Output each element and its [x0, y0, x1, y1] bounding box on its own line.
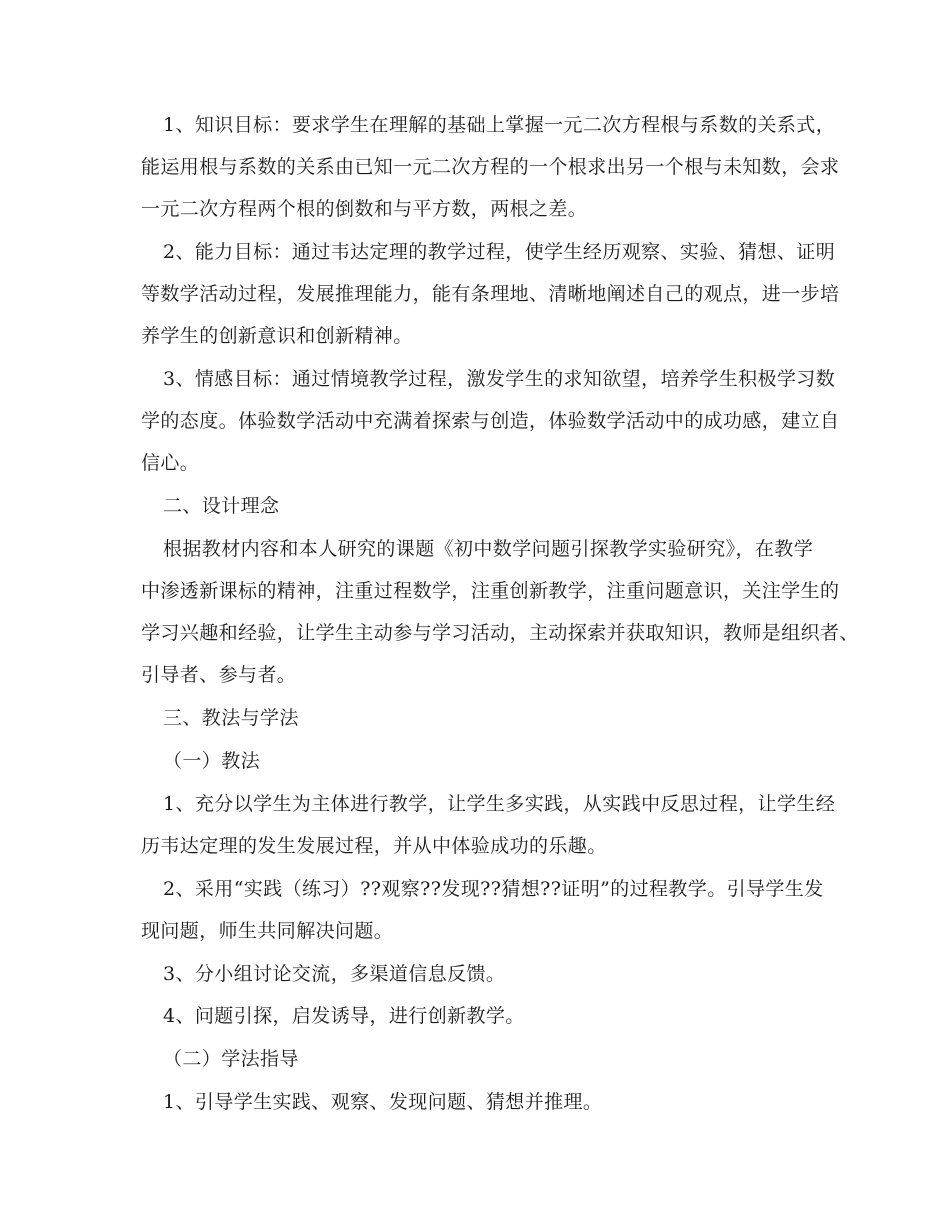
teaching-item-2-line-2: 现问题，师生共同解决问题。: [141, 920, 394, 942]
ability-objective-line-1: 2、能力目标：通过韦达定理的教学过程，使学生经历观察、实验、猜想、证明: [163, 241, 836, 263]
design-paragraph-line-3: 学习兴趣和经验，让学生主动参与学习活动，主动探索并获取知识，教师是组织者、: [141, 622, 859, 644]
teaching-item-4: 4、问题引探，启发诱导，进行创新教学。: [163, 1005, 525, 1027]
emotion-objective-line-2: 学的态度。体验数学活动中充满着探索与创造，体验数学活动中的成功感，建立自: [141, 410, 840, 432]
learning-guidance-heading: （二）学法指导: [163, 1048, 299, 1070]
teaching-item-2-line-1: 2、采用“实践（练习）??观察??发现??猜想??证明”的过程教学。引导学生发: [163, 878, 824, 900]
design-paragraph-line-2: 中渗透新课标的精神，注重过程数学，注重创新教学，注重问题意识，关注学生的: [141, 580, 840, 602]
methods-heading: 三、教法与学法: [163, 707, 299, 729]
emotion-objective-line-3: 信心。: [141, 452, 200, 474]
knowledge-objective-line-1: 1、知识目标：要求学生在理解的基础上掌握一元二次方程根与系数的关系式，: [163, 114, 836, 136]
teaching-item-3: 3、分小组讨论交流，多渠道信息反馈。: [163, 963, 506, 985]
teaching-methods-heading: （一）教法: [163, 750, 261, 772]
design-paragraph-line-4: 引导者、参与者。: [141, 664, 297, 686]
knowledge-objective-line-2: 能运用根与系数的关系由已知一元二次方程的一个根求出另一个根与未知数，会求: [141, 156, 840, 178]
teaching-item-1-line-1: 1、充分以学生为主体进行教学，让学生多实践，从实践中反思过程，让学生经: [163, 793, 836, 815]
emotion-objective-line-1: 3、情感目标：通过情境教学过程，激发学生的求知欲望，培养学生积极学习数: [163, 368, 836, 390]
learning-item-1: 1、引导学生实践、观察、发现问题、猜想并推理。: [163, 1091, 603, 1113]
ability-objective-line-3: 养学生的创新意识和创新精神。: [141, 325, 413, 347]
design-heading: 二、设计理念: [163, 495, 280, 517]
ability-objective-line-2: 等数学活动过程，发展推理能力，能有条理地、清晰地阐述自己的观点，进一步培: [141, 283, 840, 305]
teaching-item-1-line-2: 历韦达定理的发生发展过程，并从中体验成功的乐趣。: [141, 835, 607, 857]
design-paragraph-line-1: 根据教材内容和本人研究的课题《初中数学问题引探教学实验研究》，在教学: [163, 538, 814, 560]
knowledge-objective-line-3: 一元二次方程两个根的倒数和与平方数，两根之差。: [141, 198, 588, 220]
